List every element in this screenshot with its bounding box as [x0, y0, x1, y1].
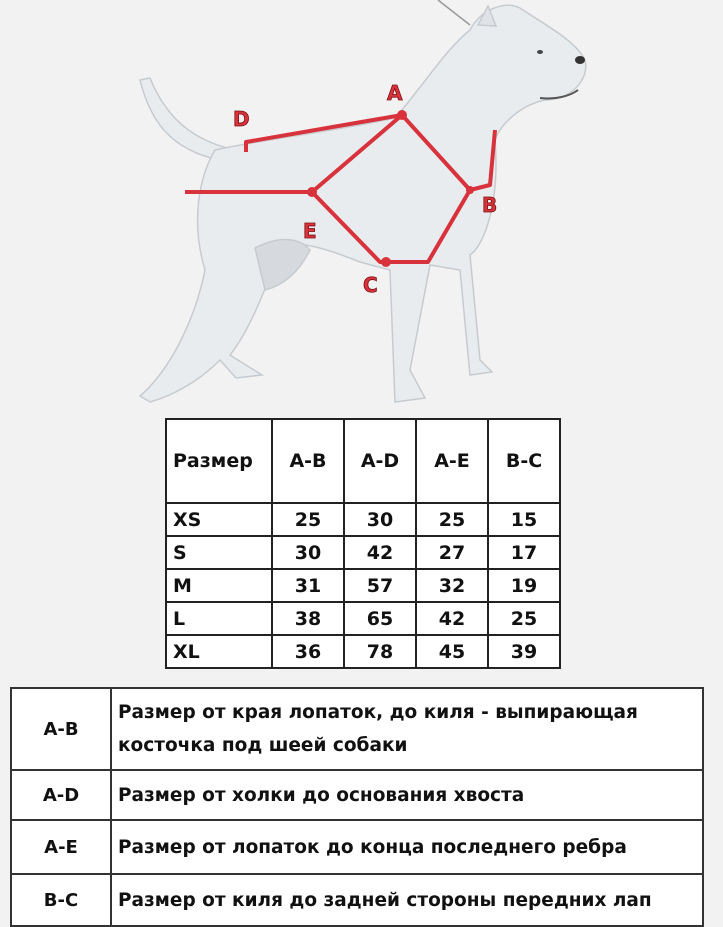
value-cell: 19: [488, 569, 560, 602]
value-cell: 38: [272, 602, 344, 635]
size-table: [165, 418, 561, 669]
size-cell: S: [166, 536, 272, 569]
value-cell: 15: [488, 503, 560, 536]
legend-row: [11, 688, 703, 770]
legend-description: Размер от холки до основания хвоста: [111, 770, 703, 820]
header-cell-ab: A-B: [272, 419, 344, 503]
dog-measurement-figure: [0, 0, 723, 410]
value-cell: 25: [272, 503, 344, 536]
value-cell: 57: [344, 569, 416, 602]
point-label-b: B: [482, 193, 498, 217]
size-cell: M: [166, 569, 272, 602]
point-label-a: A: [387, 81, 403, 105]
value-cell: 30: [272, 536, 344, 569]
value-cell: 31: [272, 569, 344, 602]
table-row: [166, 635, 560, 668]
legend-code: B-C: [11, 874, 111, 926]
value-cell: 32: [416, 569, 488, 602]
leash-line: [438, 0, 470, 25]
table-row: [166, 536, 560, 569]
value-cell: 30: [344, 503, 416, 536]
value-cell: 78: [344, 635, 416, 668]
table-row: [166, 602, 560, 635]
value-cell: 25: [416, 503, 488, 536]
point-label-c: C: [363, 273, 378, 297]
legend-code: A-B: [11, 688, 111, 770]
point-label-d: D: [233, 107, 250, 131]
legend-code: A-D: [11, 770, 111, 820]
legend-row: [11, 874, 703, 926]
legend-description: Размер от киля до задней стороны передних лап: [111, 874, 703, 926]
legend-description: Размер от края лопаток, до киля - выпирающая косточка под шеей собаки: [111, 688, 703, 770]
legend-row: [11, 820, 703, 874]
header-cell-ad: A-D: [344, 419, 416, 503]
value-cell: 25: [488, 602, 560, 635]
value-cell: 17: [488, 536, 560, 569]
value-cell: 27: [416, 536, 488, 569]
header-cell-ae: A-E: [416, 419, 488, 503]
header-cell-size: Размер: [166, 419, 272, 503]
point-label-e: E: [303, 219, 317, 243]
table-row: [166, 503, 560, 536]
value-cell: 42: [416, 602, 488, 635]
legend-description: Размер от лопаток до конца последнего ребра: [111, 820, 703, 874]
size-cell: XL: [166, 635, 272, 668]
header-cell-bc: B-C: [488, 419, 560, 503]
legend-row: [11, 770, 703, 820]
value-cell: 42: [344, 536, 416, 569]
legend-code: A-E: [11, 820, 111, 874]
dog-illustration: [140, 5, 586, 402]
value-cell: 45: [416, 635, 488, 668]
value-cell: 39: [488, 635, 560, 668]
value-cell: 36: [272, 635, 344, 668]
size-table-header-row: [166, 419, 560, 503]
size-cell: L: [166, 602, 272, 635]
table-row: [166, 569, 560, 602]
measurement-legend-table: [10, 687, 704, 927]
value-cell: 65: [344, 602, 416, 635]
size-cell: XS: [166, 503, 272, 536]
